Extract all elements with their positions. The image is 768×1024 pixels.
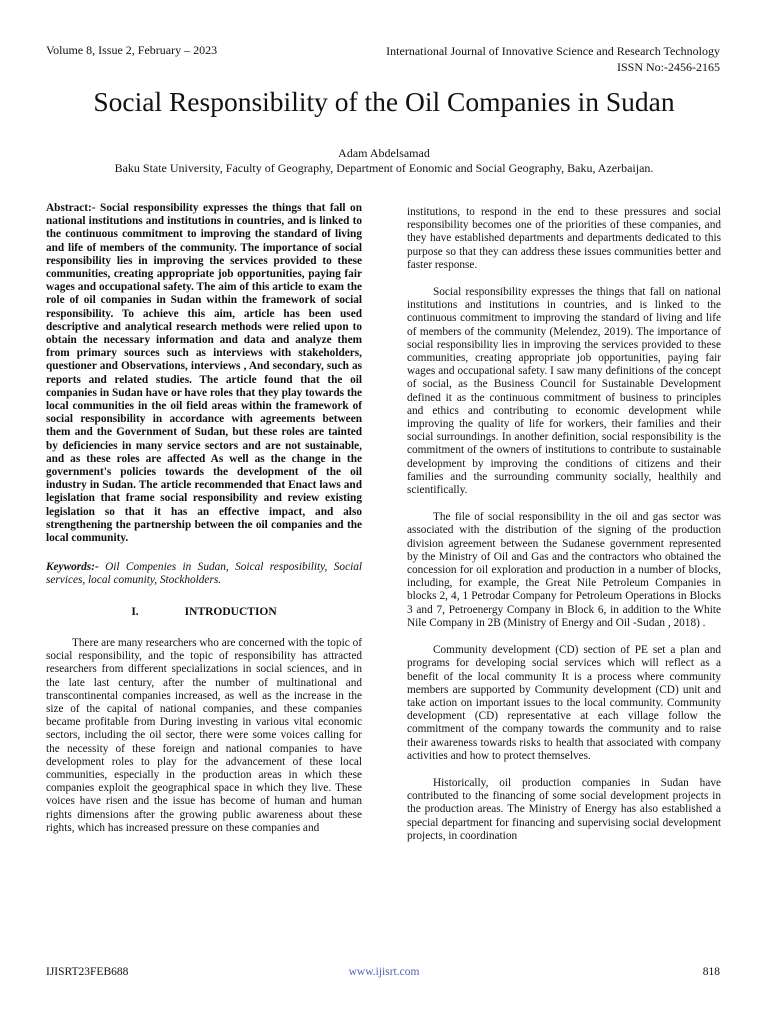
volume-info: Volume 8, Issue 2, February – 2023 bbox=[46, 43, 218, 57]
body-paragraph: Community development (CD) section of PE set a plan and programs for developing social services which will reflect as a benefit of the local community It is a process where community members are supported by Community development (CD) unit and take action on important issues to the local community. Community development (CD) representative at each village follow the commitment of the company towards the community and to raise their awareness towards risks to health that associated with company activities and how to protect themselves. bbox=[407, 644, 721, 762]
issn: ISSN No:-2456-2165 bbox=[616, 60, 720, 74]
body-paragraph: The file of social responsibility in the oil and gas sector was associated with the distribution of the signing of the production division agreement between the Sudanese government represented by the Ministry of Oil and Gas and the contractors who obtained the concession for oil exploration and production in a number of blocks, including, for example, the Great Nile Petroleum Companies in blocks 2, 4, 1 Petrodar Company for Petroleum Operations in Blocks 3 and 7, Petroenergy Company in Block 6, in addition to the White Nile Company in 2B (Ministry of Energy and Oil -Sudan , 2018) . bbox=[407, 511, 721, 629]
body-paragraph: Historically, oil production companies in Sudan have contributed to the financing of some social development projects in the production areas. The Ministry of Energy has also established a special department for financing and supervising social development projects, in coordination bbox=[407, 776, 721, 842]
body-paragraph: institutions, to respond in the end to these pressures and social responsibility becomes one of the priorities of these companies, and they have established departments and departments dedicated to this purpose so that they can address these issues communities better and faster response. bbox=[407, 206, 721, 271]
body-paragraph: There are many researchers who are concerned with the topic of social responsibility, and the topic of responsibility has attracted researchers from different specializations in social sciences, and in the late last century, after the number of multinational and transcontinental companies increased, as well as the increase in the size of the capital of national companies, and these companies became profitable from During investing in various vital economic sectors, including the oil sector, there were some voices calling for the necessity of these foreign and national companies to have development roles to play for the advancement of these local communities, especially in the production areas in which these companies exploit the geographical space in which they live. These voices have risen and the issue has become of human and human rights dimensions after the growing public awareness about these rights, which has increased pressure on these companies and bbox=[46, 636, 362, 834]
journal-header bbox=[386, 43, 720, 75]
author-affiliation: Baku State University, Faculty of Geography, Department of Eonomic and Social Geography, Baku, Azerbaijan. bbox=[114, 161, 654, 175]
keywords bbox=[46, 561, 362, 587]
page-number: 818 bbox=[702, 966, 720, 978]
paper-title: Social Responsibility of the Oil Companies in Sudan bbox=[93, 86, 675, 117]
footer-website-link[interactable]: www.ijisrt.com bbox=[348, 966, 420, 978]
keywords-text: Oil Compenies in Sudan, Soical resposibility, Social services, local comunity, Stockholders. bbox=[46, 561, 363, 587]
section-number: I. bbox=[131, 605, 139, 618]
left-column bbox=[46, 202, 362, 849]
body-paragraph: Social responsibility expresses the things that fall on national institutions and institutions in countries, and is linked to the continuous commitment to improving the standard of living and life of members of the community (Melendez, 2019). The importance of social responsibility lies in improving the services provided to these communities, creating appropriate job opportunities, paying fair wages and occupational safety. I saw many definitions of the concept of social, as the Business Council for Sustainable Development defined it as the continuous commitment of business to principles and ethics and contributing to economic development while improving the quality of life for workers, their families and their social surroundings. In another definition, social responsibility is the commitment of the owners of institutions to contribute to sustainable development by improving the conditions of citizens and their families and the surrounding community socially, healthily and scientifically. bbox=[407, 286, 721, 497]
right-column bbox=[407, 206, 721, 857]
author-name: Adam Abdelsamad bbox=[338, 146, 430, 160]
section-title: INTRODUCTION bbox=[184, 605, 277, 618]
section-heading bbox=[46, 606, 362, 619]
abstract: Abstract:- Social responsibility expresses the things that fall on national institutions and institutions in countries, and is linked to the continuous commitment to improving the standard of living and life of members of the community. The importance of social responsibility lies in improving the services provided to these communities, creating appropriate job opportunities, paying fair wages and occupational safety. The aim of this article to exam the role of oil companies in Sudan within the framework of social responsibility. To achieve this aim, article has been used descriptive and analytical research methods were relied upon to obtain the necessary information and data and analyze them from primary sources such as interviews with stakeholders, questioner and Observations, interviews , And secondary, such as reports and related studies. The article found that the oil companies in Sudan have or have roles that they play towards the local communities in the oil field areas within the framework of social responsibility in accordance with agreements between them and the Government of Sudan, but these roles are tainted by deficiencies in many service sectors and are not sustainable, and as these roles are affected As well as the change in the government's policies towards the development of the oil industry in Sudan. The article recommended that Enact laws and legislation that frame social responsibility and review existing legislation so that it has an effective impact, and also strengthening the partnership between the oil companies and the local community. bbox=[46, 202, 362, 545]
author-block bbox=[0, 146, 768, 176]
journal-name: International Journal of Innovative Science and Research Technology bbox=[386, 44, 720, 58]
keywords-label: Keywords:- bbox=[46, 561, 99, 574]
footer-code: IJISRT23FEB688 bbox=[46, 966, 129, 978]
